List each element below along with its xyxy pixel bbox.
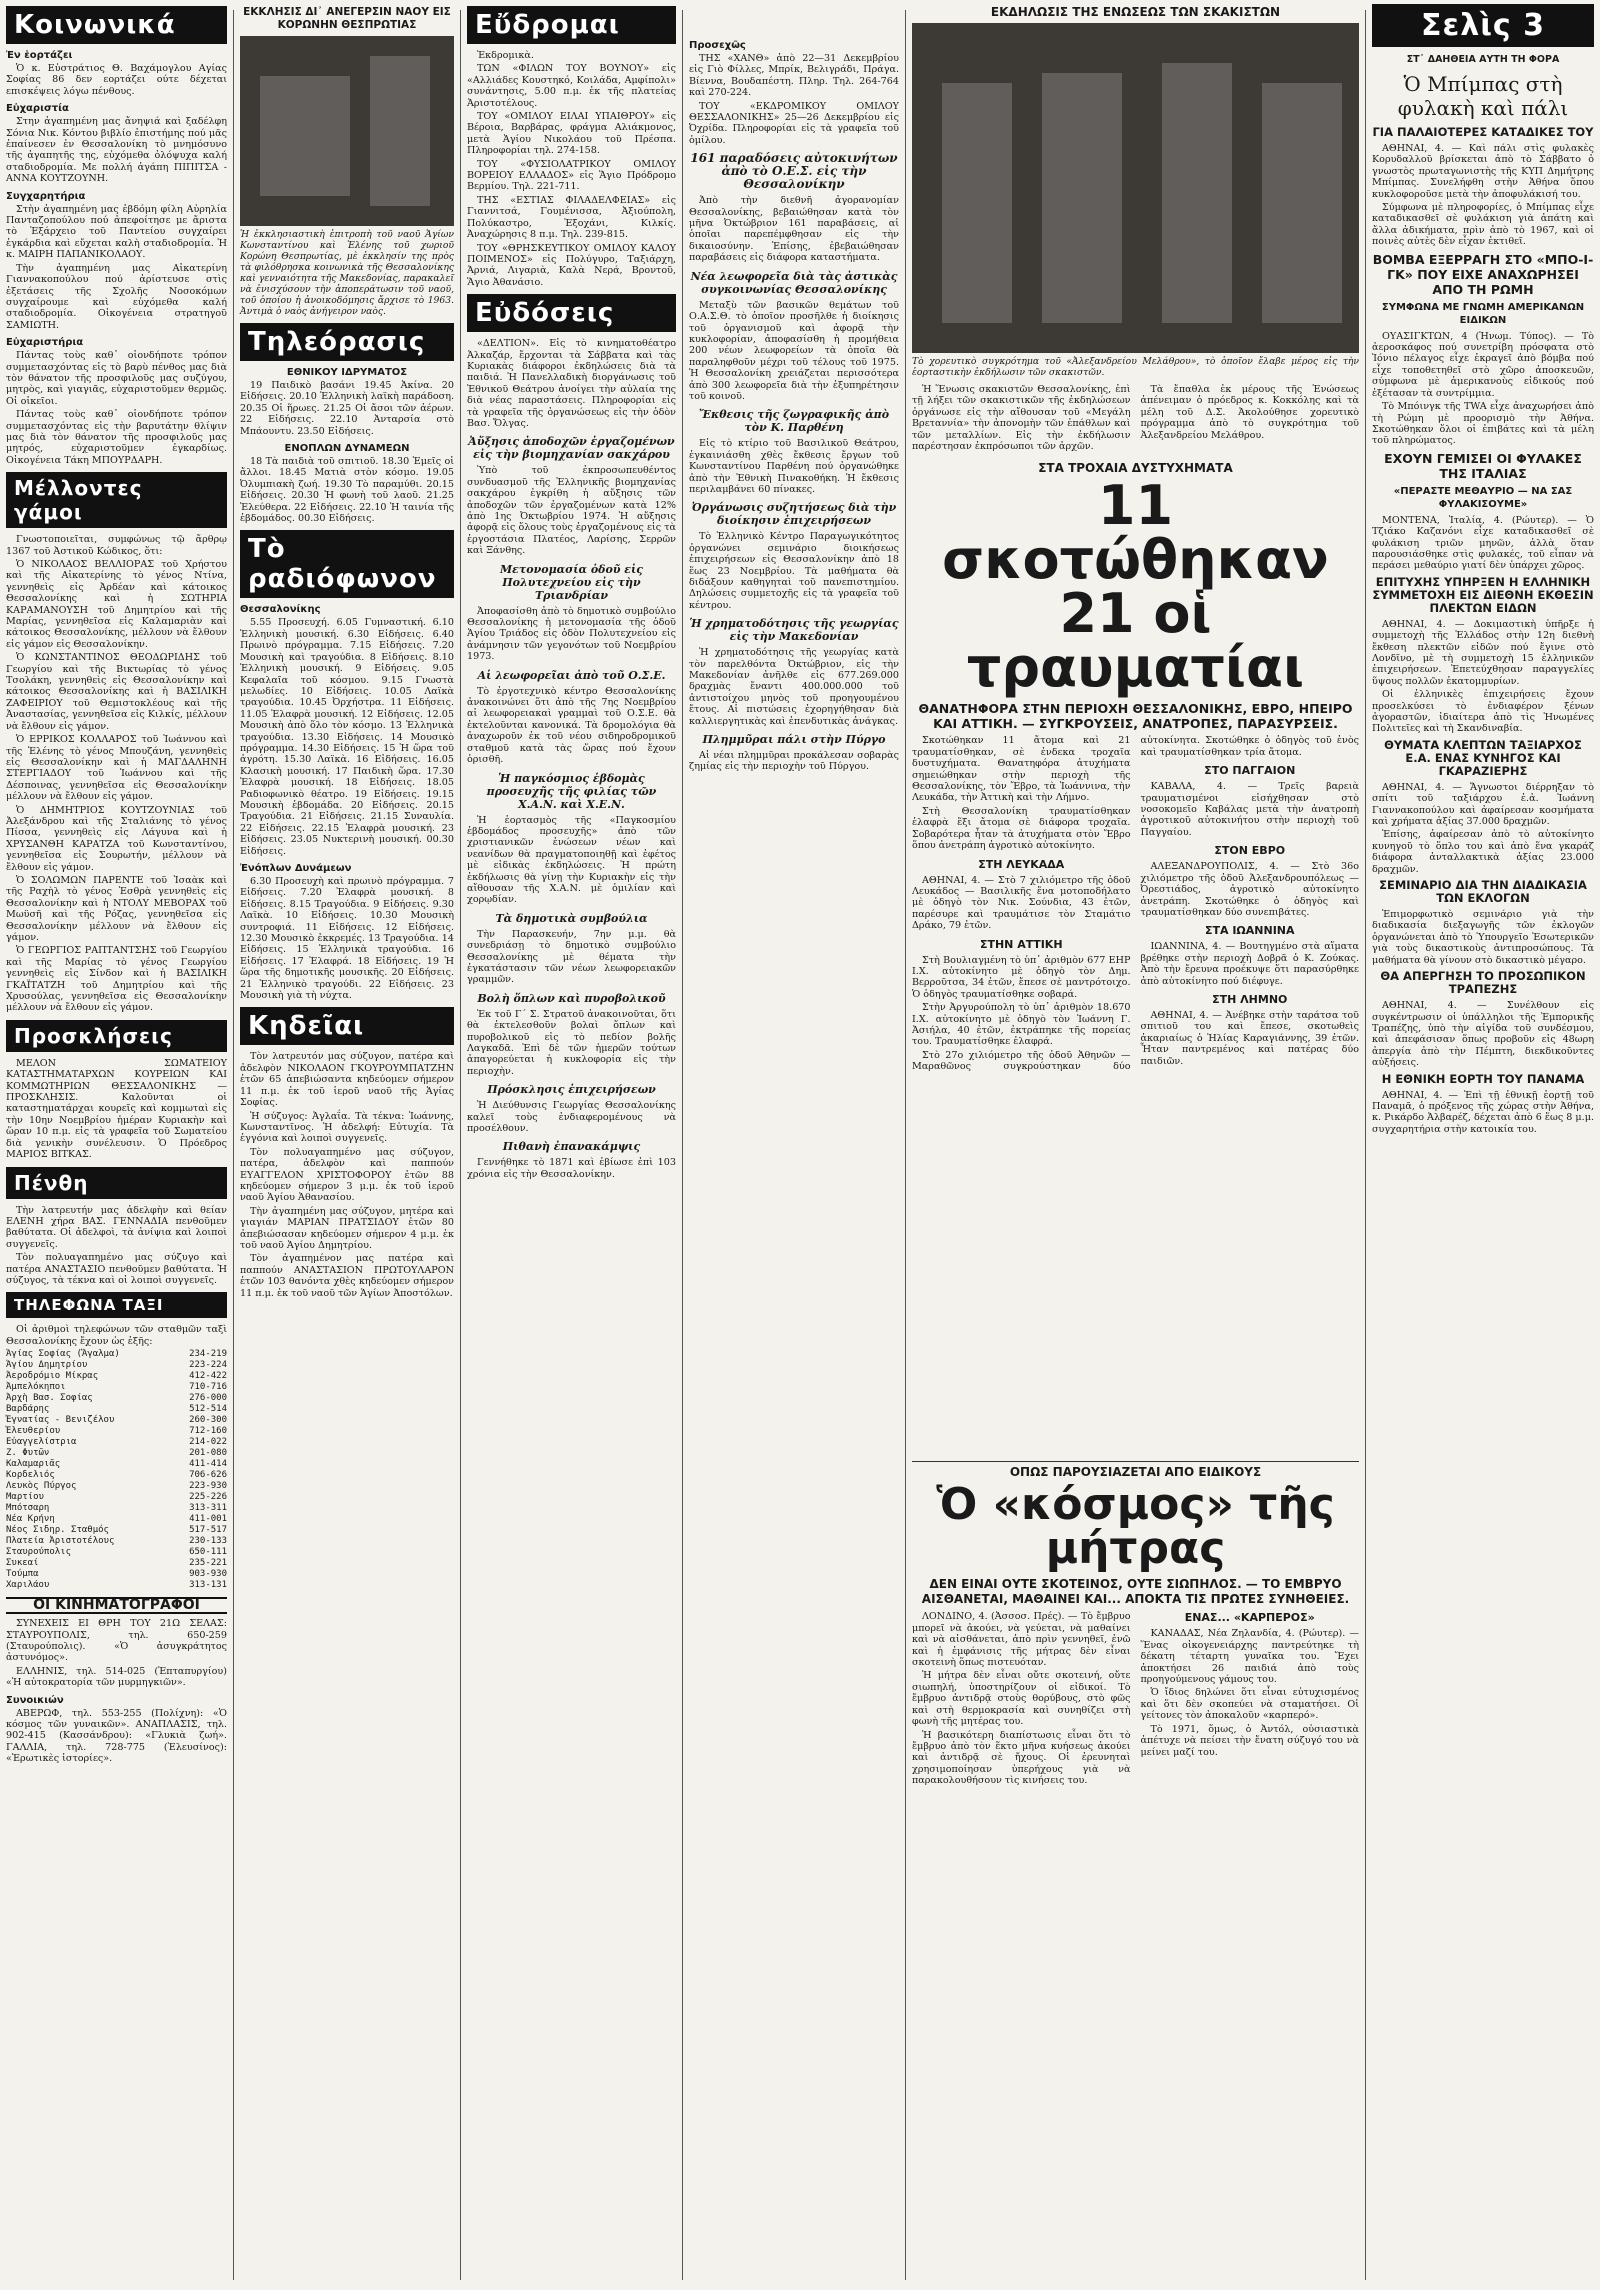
article-text: ΑΘΗΝΑΙ, 4. — Καὶ πάλι στὶς φυλακὲς Κορυδαλλοῦ βρίσκεται ἀπὸ τὸ Σάββατο ὁ γνωστὸς πρωταγωνιστὴς τῆς ΚΥΠ Δημήτρης Μπίμπας. Συνελήφθη στὴν Ἀθήνα ὅπου κυκλοφοροῦσε μετὰ τὴν ἀποφυλάκισή του.	[1372, 143, 1594, 200]
chess-event-title: ΕΚΔΗΛΩΣΙΣ ΤΗΣ ΕΝΩΣΕΩΣ ΤΩΝ ΣΚΑΚΙΣΤΩΝ	[990, 5, 1281, 19]
thanks-text: Στην ἀγαπημένη μας ἄνηψιά καὶ ξαδέλφη Σόνια Νικ. Κόντου βιβλίο ἐπιστήμης πού μᾶς ἐπαίνεσεν ἐν Θεσσαλονίκη τὸ μνημόσυνο τῆς ἀγαπητῆς της, εὐχόμεθα ὁλόψυχα καλή σταδιοδρομία. Με πολλή ἀγάπη ΠΙΠΙΤΣΑ - ΑΝΝΑ ΚΟΥΤΖΟΥΝΗ.	[6, 116, 227, 185]
weddings-intro: Γνωστοποιεῖται, συμφώνως τῷ ἄρθρῳ 1367 τοῦ Ἀστικοῦ Κώδικος, ὅτι:	[6, 534, 227, 557]
taxi-station: Ἁγίου Δημητρίου	[6, 1360, 88, 1371]
cinema-text: ΑΒΕΡΩΦ, τηλ. 553-255 (Πολίχνη): «Ὁ κόσμος τῶν γυναικῶν». ΑΝΑΠΛΑΣΙΣ, τηλ. 902-415 (Κασσάνδρου): «Γλυκιὰ ζωή». ΓΑΛΛΙΑ, τηλ. 728-775 (Ἐλευσίνος): «Ἐρωτικὲς ἱστορίες».	[6, 1707, 227, 1765]
taxi-row	[6, 1536, 227, 1547]
article-headline: Ἔκθεσις τῆς ζωγραφικῆς ἀπὸ τὸν Κ. Παρθένη	[698, 408, 890, 435]
radio-header: Τὸ ραδιόφωνον	[240, 530, 454, 598]
article-headline: Ἡ χρηματοδότησις τῆς γεωργίας εἰς τὴν Μακεδονίαν	[689, 617, 899, 644]
article-text: Τὸ Μπόινγκ τῆς ΤWA εἶχε ἀναχωρήσει ἀπὸ τὴ Ρώμη μὲ προορισμὸ τὴν Ἀθήνα. Σκοτώθηκαν ὅλοι οἱ ἐπιβάτες καὶ τὰ μέλη τοῦ πληρώματος.	[1372, 401, 1594, 447]
bomb-deck: ΣΥΜΦΩΝΑ ΜΕ ΓΝΩΜΗ ΑΜΕΡΙΚΑΝΩΝ ΕΙΔΙΚΩΝ	[1381, 301, 1585, 326]
column-social	[0, 0, 233, 2290]
subheading: ΣΤΗ ΛΗΜΝΟ	[1212, 992, 1288, 1006]
excursions-text: ΤΟΥ «ΘΡΗΣΚΕΥΤΙΚΟΥ ΟΜΙΛΟΥ ΚΑΛΟΥ ΠΟΙΜΕΝΟΣ» εἰς Πολύγυρο, Ταξιάρχη, Ἀρνιά, Λιγαριὰ, Καλὰ Νερά, Βροντοῦ, Ἅγιο Ἀθανάσιο.	[467, 242, 676, 288]
article-headline: Πιθανὴ ἐπανακάμψις	[502, 1140, 641, 1154]
cinema-neighborhood-heading: Συνοικιών	[6, 1694, 64, 1706]
events-header: Εὐδόσεις	[467, 294, 676, 332]
knitwear-headline: ΕΠΙΤΥΧΗΣ ΥΠΗΡΞΕΝ Η ΕΛΛΗΝΙΚΗ ΣΥΜΜΕΤΟΧΗ ΕΙΣ ΔΙΕΘΝΗ ΕΚΘΕΣΙΝ ΠΛΕΚΤΩΝ ΕΙΔΩΝ	[1372, 574, 1594, 615]
church-appeal-title: ΕΚΚΛΗΣΙΣ ΔΙ᾽ ΑΝΕΓΕΡΣΙΝ ΝΑΟΥ ΕΙΣ ΚΟΡΩΝΗΝ ΘΕΣΠΡΩΤΙΑΣ	[243, 6, 451, 31]
taxi-station: Λευκὸς Πύργος	[6, 1481, 77, 1492]
wedding-notice: Ὁ ΓΕΩΡΓΙΟΣ ΡΑΠΤΑΝΤΣΗΣ τοῦ Γεωργίου καὶ τῆς Μαρίας τὸ γένος Γεωργίου γεννηθεὶς εἰς Σίνδον καὶ ἡ ΒΑΣΙΛΙΚΗ ΓΚΑΪΤΑΤΖΗ τοῦ Δημητρίου καὶ τῆς Χρυσούλας, γεννηθεῖσα εἰς Θεσσαλονίκην μέλλουν νὰ ἔλθουν εἰς γάμον.	[6, 945, 227, 1014]
taxi-number: 512-514	[189, 1404, 227, 1415]
taxi-station: Ἁγίας Σοφίας (Ἄγαλμα)	[6, 1349, 120, 1360]
article-text: Ἡ μήτρα δὲν εἶναι οὔτε σκοτεινή, οὔτε σιωπηλή, ὑποστηρίζουν οἱ εἰδικοί. Τὸ ἔμβρυο ἀντιδρᾷ στοὺς θορύβους, στὸ φῶς καὶ στὴ θερμοκρασία καὶ συνηθίζει στὴ φωνὴ τῆς μητέρας του.	[912, 1670, 1131, 1728]
wedding-notice: Ὁ ΝΙΚΟΛΑΟΣ ΒΕΛΛΙΟΡΑΣ τοῦ Χρήστου καὶ τῆς Αἰκατερίνης τὸ γένος Ντίνα, γεννηθεὶς εἰς Ἀρδέαν καὶ κάτοικος Θεσσαλονίκης καὶ ἡ ΣΩΤΗΡΙΑ ΚΑΡΑΜΑΝΟΥΣΗ τοῦ Δημητρίου καὶ τῆς Μαρίας, γεννηθεῖσα εἰς Καλαμαριὰν καὶ κάτοικος Θεσσαλονίκης, μέλλουν νὰ ἔλθουν εἰς γάμον εἰς Θεσσαλονίκην.	[6, 559, 227, 650]
subheading: ΣΤΟ ΠΑΓΓΑΙΟΝ	[1204, 764, 1296, 778]
taxi-station: Νέα Κρήνη	[6, 1514, 55, 1525]
article-text: Οἱ ἑλληνικὲς ἐπιχειρήσεις ἔχουν προσελκύσει τὸ ἐνδιαφέρον ξένων ἀγοραστῶν, ἰδιαίτερα ἀπὸ τὶς Ἡνωμένες Πολιτεῖες καὶ τὴ Σκανδιναβία.	[1372, 689, 1594, 735]
taxi-intro: Οἱ ἀριθμοὶ τηλεφώνων τῶν σταθμῶν ταξὶ Θεσσαλονίκης ἔχουν ὡς ἑξῆς:	[6, 1324, 227, 1347]
dance-troupe-caption: Τὸ χορευτικὸ συγκρότημα τοῦ «Ἀλεξανδρείου Μελάθρου», τὸ ὁποῖον ἔλαβε μέρος εἰς τὴν ἑορταστικὴν ἐκδήλωσιν τῶν σκακιστῶν.	[912, 356, 1359, 378]
taxi-row	[6, 1448, 227, 1459]
article-headline: Ἀὔξησις ἀποδοχῶν ἐργαζομένων εἰς τὴν βιομηχανίαν σακχάρου	[468, 435, 675, 462]
taxi-station: Καλαμαριᾶς	[6, 1459, 61, 1470]
chess-article	[912, 384, 1359, 452]
taxi-station: Μαρτίου	[6, 1492, 44, 1503]
taxi-row	[6, 1525, 227, 1536]
article-text: Τὸ ἐργοτεχνικὸ κέντρο Θεσσαλονίκης ἀνακοινώνει ὅτι ἀπὸ τῆς 7ης Νοεμβρίου αἱ λεωφορειακαὶ γραμμαὶ τοῦ Ο.Σ.Ε. θὰ ἐκτελοῦνται κανονικά. Τὰ δρομολόγια θὰ ἀναχωροῦν ἐκ τοῦ νέου σιδηροδρομικοῦ σταθμοῦ κατὰ τὰς ὥρας πού ἔχουν ὁρισθῆ.	[467, 685, 676, 766]
taxi-number: 650-111	[189, 1547, 227, 1558]
article-text: Στὸ 27ο χιλιόμετρο τῆς ὁδοῦ Ἀθηνῶν — Μαραθῶνος συγκρούστηκαν δύο αὐτοκίνητα. Σκοτώθηκε ὁ ὁδηγὸς τοῦ ἑνὸς καὶ τραυματίσθηκαν τρία ἄτομα.	[912, 735, 1359, 1073]
column-city-news	[683, 0, 905, 2290]
article-text: Τὸ 1971, ὅμως, ὁ Ἀντόλ, οὐσιαστικὰ ἀπέτυχε νὰ πείσει τὴν ἔνατη σύζυγό του νὰ μείνει μαζί του.	[1140, 1723, 1359, 1758]
taxi-row	[6, 1481, 227, 1492]
article-headline: Βολὴ ὅπλων καὶ πυροβολικοῦ	[477, 991, 666, 1005]
taxi-number: 706-626	[189, 1470, 227, 1481]
invitations-header: Προσκλήσεις	[6, 1020, 227, 1052]
article-headline: Τὰ δημοτικὰ συμβούλια	[495, 911, 648, 925]
upcoming-text: ΤΗΣ «ΧΑΝΘ» ἀπὸ 22—31 Δεκεμβρίου εἰς Γιὸ Φίλλες, Μπρίκ, Βελιγράδι, Πράγα. Βίεννα, Βουδαπέστη. Πληρ. Τηλ. 264-764 καὶ 270-224.	[689, 53, 899, 99]
taxi-number: 712-160	[189, 1426, 227, 1437]
article-text: Στὴ Θεσσαλονίκη τραυματίσθηκαν ἐλαφρὰ ἕξι ἄτομα σὲ διάφορα τροχαῖα. Σοβαρότερα ἦταν τὰ ἀτυχήματα στὸν Ἔβρο ὅπου ἀνετράπη ἀγροτικὸ αὐτοκίνητο.	[912, 805, 1131, 852]
womb-deck: ΔΕΝ ΕΙΝΑΙ ΟΥΤΕ ΣΚΟΤΕΙΝΟΣ, ΟΥΤΕ ΣΙΩΠΗΛΟΣ. — ΤΟ ΕΜΒΡΥΟ ΑΙΣΘΑΝΕΤΑΙ, ΜΑΘΑΙΝΕΙ ΚΑΙ... ΑΠΟΚΤΑ ΤΙΣ ΠΡΩΤΕΣ ΣΥΝΗΘΕΙΕΣ.	[921, 1577, 1350, 1607]
taxi-station: Εὐαγγελίστρια	[6, 1437, 77, 1448]
excursions-header: Εὔδρομαι	[467, 6, 676, 44]
tv-schedule-2: 18 Τὰ παιδιὰ τοῦ σπιτιοῦ. 18.30 Ἐμεῖς οἱ ἄλλοι. 18.45 Ματιὰ στὸν κόσμο. 19.05 Ὀλυμπιακὴ ζωή. 19.30 Τὸ παραμύθι. 20.15 Εἰδήσεις. 20.30 Ἡ φωνὴ τοῦ λαοῦ. 21.25 Ἐλεύθερα. 22 Εἰδήσεις. 22.10 Ἡ ταινία τῆς ἑβδομάδος. 00.30 Εἰδήσεις.	[240, 456, 454, 525]
subheading: ΣΤΗΝ ΑΤΤΙΚΗ	[979, 937, 1063, 951]
funeral-notice: Τὸν πολυαγαπημένο μας σύζυγον, πατέρα, ἀδελφὸν καὶ παππούν ΕΥΑΓΓΕΛΟΝ ΧΡΙΣΤΟΦΟΡΟΥ ἐτῶν 88 κηδεύομεν σήμερον 3 μ.μ. ἐκ τοῦ ἱεροῦ ναοῦ Ἁγίου Ἀθανασίου.	[240, 1146, 454, 1204]
article-headline: Ὀργάνωσις συζητήσεως διὰ τὴν διοίκησιν ἐπιχειρήσεων	[691, 501, 897, 528]
taxi-number: 235-221	[189, 1558, 227, 1569]
article-text: Μεταξὺ τῶν βασικῶν θεμάτων τοῦ Ο.Α.Σ.Θ. τὸ ὁποῖον προσῆλθε ἡ διοίκησις τοῦ ὀργανισμοῦ καὶ ἀφορᾷ τὴν κυκλοφορίαν, ἀποφασίσθη ἡ προμήθεια 200 νέων λεωφορείων τὰ ὁποῖα θὰ παραληφθοῦν μέχρι τοῦ τέλους τοῦ 1975. Ἡ Θεσσαλονίκη χρειάζεται περισσότερα ἀπὸ 300 λεωφορεῖα διὰ τὴν ἐξυπηρέτησιν τοῦ κοινοῦ.	[689, 299, 899, 402]
funeral-notice: Τὴν ἀγαπημένη μας σύζυγον, μητέρα καὶ γιαγιάν ΜΑΡΙΑΝ ΠΡΑΤΣΙΔΟΥ ἐτῶν 80 ἀπεβιώσασαν κηδεύομεν σήμερον 4 μ.μ. ἐκ τοῦ ναοῦ Ἁγίου Δημητρίου.	[240, 1205, 454, 1251]
article-headline: 161 παραδόσεις αὐτοκινήτων ἀπὸ τὸ Ο.Ε.Σ. εἰς τὴν Θεσσαλονίκην	[690, 151, 898, 192]
thanks2-heading: Εὐχαριστήρια	[6, 337, 84, 349]
womb-headline: Ὁ «κόσμος» τῆς μήτρας	[936, 1479, 1335, 1575]
thanks2-text: Πάντας τοὺς καθ᾽ οἱονδήποτε τρόπον συμμετασχόντας εἰς τὸ βαρὺ πένθος μας διὰ τὸν θάνατον τῆς προσφιλοῦς μας συζύγου, μητρὸς, καὶ γιαγιᾶς, εὐχαριστοῦμεν θερμῶς. Οἱ οἰκεῖοι.	[6, 350, 227, 407]
taxi-number: 411-001	[189, 1514, 227, 1525]
funeral-notice: Ἡ σύζυγος: Ἀγλαΐα. Τὰ τέκνα: Ἰωάννης, Κωνσταντῖνος. Ἡ ἀδελφή: Εὐτυχία. Τὰ ἐγγόνια καὶ λοιποὶ συγγενεῖς.	[240, 1110, 454, 1145]
womb-article	[912, 1611, 1359, 1786]
congrats-heading: Συγχαρητήρια	[6, 190, 86, 202]
article-text: ΑΘΗΝΑΙ, 4. — Ἄγνωστοι διέρρηξαν τὸ σπίτι τοῦ ταξιάρχου ἐ.ἀ. Ἰωάννη Γιαννακοπούλου καὶ ἀφαίρεσαν κοσμήματα καὶ χρήματα ἀξίας 37.000 δραχμῶν.	[1372, 781, 1594, 828]
taxi-number: 214-022	[189, 1437, 227, 1448]
nameday-heading: Ἐν ἑορτάζει	[6, 50, 73, 61]
taxi-station: Κορδελιός	[6, 1470, 55, 1481]
funerals-header: Κηδεῖαι	[240, 1007, 454, 1045]
article-text: ΑΘΗΝΑΙ, 4. — Συνέλθουν εἰς συγκέντρωσιν οἱ ὑπάλληλοι τῆς Ἐμπορικῆς Τραπέζης, ὑπὸ τὴν αἰγίδα τοῦ συνδέσμου, καὶ ἀπεφάσισαν ὅπως προβοῦν εἰς 48ωρη ἀπεργία ἀπὸ τὴν Πέμπτη, διεκδικοῦντες αὐξήσεις.	[1372, 1000, 1594, 1069]
cinema-text: ΕΛΛΗΝΙΣ, τηλ. 514-025 (Ἐπταπυργίου) «Ἡ αὐτοκρατορία τῶν μυρμηγκιῶν».	[6, 1665, 227, 1689]
taxi-number: 412-422	[189, 1371, 227, 1382]
taxi-number: 313-311	[189, 1503, 227, 1514]
article-text: Ἀποφασίσθη ἀπὸ τὸ δημοτικὸ συμβούλιο Θεσσαλονίκης ἡ μετονομασία τῆς ὁδοῦ Ἁγίου Τριάδος εἰς ὁδὸν Πολυτεχνείου εἰς ἀνάμνησιν τῶν γεγονότων τοῦ Νοεμβρίου 1973.	[467, 605, 676, 663]
upcoming-heading: Προσεχῶς	[689, 40, 746, 51]
taxi-row	[6, 1404, 227, 1415]
invitation-text: ΜΕΛΟΝ ΣΩΜΑΤΕΙΟΥ ΚΑΤΑΣΤΗΜΑΤΑΡΧΩΝ ΚΟΥΡΕΙΩΝ ΚΑΙ ΚΟΜΜΩΤΗΡΙΩΝ ΘΕΣΣΑΛΟΝΙΚΗΣ — ΠΡΟΣΚΛΗΣΙΣ. Καλοῦνται οἱ καταστηματάρχαι κουρεῖς καὶ κομμωταὶ εἰς τὴν 10ην Νοεμβρίου ἡμέραν Κυριακὴν καὶ ὥραν 10 π.μ. εἰς τὰ γραφεῖα τοῦ Σωματείου διὰ γενικὴν συνέλευσιν. Ὁ Πρόεδρος ΜΑΡΙΟΣ ΒΙΤΚΑΣ.	[6, 1057, 227, 1161]
strike-headline: ΘΑ ΑΠΕΡΓΗΣΗ ΤΟ ΠΡΟΣΩΠΙΚΟΝ ΤΡΑΠΕΖΗΣ	[1380, 969, 1586, 997]
radio-schedule-2: 6.30 Προσευχὴ καὶ πρωινὸ πρόγραμμα. 7 Εἰδήσεις. 7.20 Ἐλαφρὰ μουσική. 8 Εἰδήσεις. 8.15 Τραγούδια. 9 Εἰδήσεις. 9.30 Λαϊκὰ. 10 Εἰδήσεις. 10.30 Μουσικὴ συντροφιά. 11 Εἰδήσεις. 12 Εἰδήσεις. 12.30 Μουσικὸ ἐκκρεμές. 13 Τραγούδια. 14 Εἰδήσεις. 15 Ἑλληνικὰ τραγούδια. 16 Εἰδήσεις. 17 Ἐλαφρά. 18 Εἰδήσεις. 19 Ἡ ὥρα τῆς δημοτικῆς μουσικῆς. 20 Εἰδήσεις. 21 Ἑλληνικὸ τραγούδι. 22 Εἰδήσεις. 23 Μουσικὴ γιὰ τὴ νύχτα.	[240, 876, 454, 1002]
congrats-text: Στὴν ἀγαπημένη μας ἐβδόμη φίλη Αὐρηλία Πανταζοπούλου πού ἀπεφοίτησε με ἄριστα τὸ Ἐξάρχειο τοῦ Παντείου συγχαίρει ἐγκάρδια καὶ εὔχεται καλὴ σταδιοδρομία. Ἡ κ. ΜΑΙΡΗ ΠΑΠΑΝΙΚΟΛΑΟΥ.	[6, 203, 227, 261]
taxi-station: Ζ. Φυτῶν	[6, 1448, 50, 1459]
cinema-header: ΟΙ ΚΙΝΗΜΑΤΟΓΡΑΦΟΙ	[6, 1597, 227, 1614]
nameday-text: Ὁ κ. Εὐστράτιος Θ. Βαχάμογλου Αγίας Σοφίας 86 δεν εορτάζει ούτε δέχεται επισκέψεις λόγω πένθους.	[6, 63, 227, 97]
article-text: ΑΘΗΝΑΙ, 4. — Ἀνέβηκε στὴν ταράτσα τοῦ σπιτιοῦ του καὶ ἔπεσε, σκοτωθεὶς ἀκαριαίως ὁ Ἠλίας Καραγιάννης, 39 ἐτῶν. Ἦταν παντρεμένος καὶ πατέρας δύο παιδιῶν.	[1140, 1009, 1359, 1067]
article-headline: Αἱ λεωφορεῖαι ἀπὸ τοῦ Ο.Σ.Ε.	[477, 668, 666, 682]
seminar-headline: ΣΕΜΙΝΑΡΙΟ ΔΙΑ ΤΗΝ ΔΙΑΔΙΚΑΣΙΑ ΤΩΝ ΕΚΛΟΓΩΝ	[1379, 878, 1587, 906]
article-text: ΑΘΗΝΑΙ, 4. — Δοκιμαστικὴ ὑπῆρξε ἡ συμμετοχὴ τῆς Ἑλλάδος στὴν 12η διεθνὴ ἔκθεση πλεκτῶν εἰδῶν πού ἔγινε στὸ Λονδῖνο, μὲ τὴ συμμετοχὴ 15 ἑλληνικῶν ἐπιχειρήσεων. Ἐπετεύχθησαν παραγγελίες ὕψους πολλῶν ἑκατομμυρίων.	[1372, 618, 1594, 687]
taxi-station: Πλατεία Ἀριστοτέλους	[6, 1536, 115, 1547]
taxi-row	[6, 1459, 227, 1470]
wedding-notice: Ὁ ΕΡΡΙΚΟΣ ΚΟΛΛΑΡΟΣ τοῦ Ἰωάννου καὶ τῆς Ἑλένης τὸ γένος Μπουζάνη, γεννηθεὶς εἰς Θεσσαλονίκην καὶ ἡ ΜΑΓΔΑΛΗΝΗ ΣΤΕΡΓΙΑΔΟΥ τοῦ Ἰωάννου καὶ τῆς Δέσποινας, γεννηθεῖσα εἰς Θεσσαλονίκην μέλλουν νὰ ἔλθουν εἰς γάμον.	[6, 734, 227, 803]
article-text: ΙΩΑΝΝΙΝΑ, 4. — Βουτηγμένο στὰ αἵματα βρέθηκε στὴν περιοχὴ Δοβρᾶ ὁ Κ. Ζούκας. Ἀπὸ τὴν ἔρευνα προέκυψε ὅτι παρασύρθηκε ἀπὸ αὐτοκίνητο πού διέφυγε.	[1140, 941, 1359, 987]
taxi-number: 230-133	[189, 1536, 227, 1547]
taxi-station: Χαριλάου	[6, 1580, 50, 1591]
taxi-station: Ἀρχὴ Βασ. Σοφίας	[6, 1393, 93, 1404]
taxi-number: 411-414	[189, 1459, 227, 1470]
tv-channel-2: ΕΝΟΠΛΩΝ ΔΥΝΑΜΕΩΝ	[284, 443, 410, 455]
article-headline: Ἡ παγκόσμιος ἑβδομὰς προσευχῆς τῆς φιλίας τῶν Χ.Α.Ν. καὶ Χ.Ε.Ν.	[486, 771, 657, 811]
article-text: ΑΘΗΝΑΙ, 4. — Ἐπὶ τῇ ἐθνικῇ ἑορτῇ τοῦ Παναμᾶ, ὁ πρόξενος τῆς χώρας στὴν Ἀθήνα, κ. Ρικάρδο Ἀλβαρέζ, δέχεται ἀπὸ 6 ἕως 8 μ.μ. συγχαρητήρια στὴν κατοικία του.	[1372, 1089, 1594, 1135]
taxi-header: ΤΗΛΕΦΩΝΑ ΤΑΞΙ	[6, 1292, 227, 1318]
article-text: Ἡ χρηματοδότησις τῆς γεωργίας κατὰ τὸν παρελθόντα Ὀκτώβριον, εἰς τὴν Μακεδονίαν ἀνῆλθε εἰς 677.269.000 δραχμὰς ἔναντι 400.000.000 τοῦ ἀντιστοίχου μηνὸς τοῦ προηγουμένου ἔτους. Αἱ πιστώσεις ἐχορηγήθησαν διὰ καλλιεργητικὰς καὶ ἐπενδυτικὰς ἀνάγκας.	[689, 647, 899, 727]
taxi-station: Ἀμπελόκηποι	[6, 1382, 66, 1393]
taxi-row	[6, 1382, 227, 1393]
article-text: Ἐπιμορφωτικὸ σεμινάριο γιὰ τὴν διαδικασία διεξαγωγῆς τῶν ἐκλογῶν ὀργανώνεται ἀπὸ τὸ Ὑπουργεῖο Ἐσωτερικῶν γιὰ τοὺς δικαστικοὺς ἀντιπροσώπους. Τὰ μαθήματα θὰ γίνουν στὸ δικαστικὸ μέγαρο.	[1372, 909, 1594, 966]
cinema-text: ΣΥΝΕΧΕΙΣ ΕΙ ΘΡΗ ΤΟΥ 21Ω ΣΕΛΑΣ: ΣΤΑΥΡΟΥΠΟΛΙΣ, τηλ. 650-259 (Σταυρούπολις). «Ὁ ἀσυγκράτητος ἀστυνόμος».	[6, 1618, 227, 1664]
taxi-row	[6, 1492, 227, 1503]
taxi-row	[6, 1349, 227, 1360]
mourning-header: Πένθη	[6, 1167, 227, 1199]
upcoming-text: ΤΟΥ «ΕΚΔΡΟΜΙΚΟΥ ΟΜΙΛΟΥ ΘΕΣΣΑΛΟΝΙΚΗΣ» 25—26 Δεκεμβρίου εἰς Ὀχρίδα. Πληροφορίαι εἰς τὰ γραφεῖα τοῦ ὁμίλου.	[689, 100, 899, 146]
taxi-station: Τούμπα	[6, 1569, 39, 1580]
weddings-header: Μέλλοντες γάμοι	[6, 472, 227, 528]
taxi-station: Ἐγνατίας - Βενιζέλου	[6, 1415, 115, 1426]
taxi-station: Μπότσαρη	[6, 1503, 50, 1514]
accidents-kicker: ΣΤΑ ΤΡΟΧΑΙΑ ΔΥΣΤΥΧΗΜΑΤΑ	[1038, 461, 1233, 476]
accidents-headline-1: 11 σκοτώθηκαν	[942, 474, 1329, 592]
prisons-headline: ΕΧΟΥΝ ΓΕΜΙΣΕΙ ΟΙ ΦΥΛΑΚΕΣ ΤΗΣ ΙΤΑΛΙΑΣ	[1384, 450, 1582, 481]
radio-schedule-1: 5.55 Προσευχή. 6.05 Γυμναστική. 6.10 Ἑλληνικὴ μουσική. 6.30 Εἰδήσεις. 6.40 Πρωινὸ πρόγραμμα. 7.15 Εἰδήσεις. 7.20 Μουσικὴ καὶ τραγούδια. 8 Εἰδήσεις. 8.10 Ἑλληνικὴ μουσική. 9 Εἰδήσεις. 9.05 Κεφαλαῖα τοῦ κόσμου. 9.15 Γνωστὰ μελωδίες. 10 Εἰδήσεις. 10.05 Λαϊκὰ τραγούδια. 10.45 Ὀρχήστρα. 11 Εἰδήσεις. 11.05 Ἐλαφρὰ μουσική. 12 Εἰδήσεις. 12.05 Μουσικὴ ἀπὸ ὅλο τὸν κόσμο. 13 Ἑλληνικὰ τραγούδια. 13.30 Εἰδήσεις. 14 Μουσικὸ πρόγραμμα. 14.30 Εἰδήσεις. 15 Ἡ ὥρα τοῦ ἀγρότη. 15.30 Λαϊκὰ. 16 Εἰδήσεις. 16.05 Κλασικὴ μουσική. 17 Παιδικὴ ὥρα. 17.30 Ἐλαφρὰ μουσική. 18 Εἰδήσεις. 18.05 Ραδιοφωνικὸ θέατρο. 19 Εἰδήσεις. 19.15 Μουσικὴ ἑβδομάδα. 20 Εἰδήσεις. 20.15 Τραγούδια. 21 Εἰδήσεις. 21.15 Συναυλία. 22 Εἰδήσεις. 22.15 Ἐλαφρὰ μουσική. 23 Εἰδήσεις. 23.05 Νυκτερινὴ μουσική. 00.30 Εἰδήσεις.	[240, 617, 454, 857]
article-text: Σύμφωνα μὲ πληροφορίες, ὁ Μπίμπας εἶχε καταδικασθεῖ σὲ φυλάκιση γιὰ ἀπάτη καὶ ἄλλα ἀδικήματα, πρὶν ἀπὸ τὸ 1967, καὶ οἱ ποινὲς αὐτὲς δὲν εἶχαν ἐκτιθεῖ.	[1372, 202, 1594, 248]
mourning-text: Τὴν λατρευτήν μας ἀδελφὴν καὶ θείαν ΕΛΕΝΗ χήρα ΒΑΣ. ΓΕΝΝΑΔΙΑ πενθοῦμεν βαθύτατα. Οἱ ἀδελφοὶ, τὰ ἀνίψια καὶ λοιποὶ συγγενεῖς.	[6, 1204, 227, 1250]
article-text: ΑΘΗΝΑΙ, 4. — Στὸ 7 χιλιόμετρο τῆς ὁδοῦ Λευκάδος — Βασιλικῆς ἕνα μοτοποδήλατο μὲ ὁδηγὸ τὸν Νικ. Σούνδια, 43 ἐτῶν, παρέσυρε καὶ τραυμάτισε τὸν Σταμάτιο Δράκο, 79 ἐτῶν.	[912, 874, 1131, 932]
column-center	[906, 0, 1365, 2290]
article-text: ΜΟΝΤΕΝΑ, Ἰταλία, 4. (Ρώυτερ). — Ὁ Τζιάκο Καζανόνι εἶχε καταδικασθεῖ σὲ φυλάκιση τριῶν μηνῶν, ἀλλὰ ὅταν παρουσιάσθηκε στὶς φυλακές, τοῦ εἶπαν νὰ περάσει μεθαύριο γιατί δὲν ὑπάρχει χῶρος.	[1372, 514, 1594, 572]
column-world-news	[1366, 0, 1600, 2290]
article-text: Ἐπίσης, ἀφαίρεσαν ἀπὸ τὸ αὐτοκίνητο κυνηγοῦ τὸ ὅπλο του καὶ ἀπὸ ἕνα γκαράζ διάφορα ἀνταλλακτικὰ ἀξίας 23.000 δραχμῶν.	[1372, 829, 1594, 875]
funeral-notice: Τὸν λατρευτόν μας σύζυγον, πατέρα καὶ ἀδελφὸν ΝΙΚΟΛΑΟΝ ΓΚΟΥΡΟΥΜΠΑΤΖΗΝ ἐτῶν 65 ἀπεβιώσαντα κηδεύομεν σήμερον 11 π.μ. ἐκ τοῦ ἱεροῦ ναοῦ τῆς Ἁγίας Σοφίας.	[240, 1051, 454, 1109]
taxi-row	[6, 1437, 227, 1448]
tv-channel-1: ΕΘΝΙΚΟΥ ΙΔΡΥΜΑΤΟΣ	[286, 367, 408, 378]
article-text: Στὴν Ἀργυρούπολη τὸ ὑπ᾽ ἀριθμὸν 18.670 Ι.Χ. αὐτοκίνητο μὲ ὁδηγὸ τὸν Ἰωάννη Γ. Ἀσιήλα, 40 ἐτῶν, ἐκτράπηκε τῆς πορείας του. Τραυματίσθηκε ἐλαφρά.	[912, 1002, 1131, 1048]
accidents-deck: ΘΑΝΑΤΗΦΟΡΑ ΣΤΗΝ ΠΕΡΙΟΧΗ ΘΕΣΣΑΛΟΝΙΚΗΣ, ΕΒΡΟ, ΗΠΕΙΡΟ ΚΑΙ ΑΤΤΙΚΗ. — ΣΥΓΚΡΟΥΣΕΙΣ, ΑΝΑΤΡΟΠΕΣ, ΠΑΡΑΣΥΡΣΕΙΣ.	[918, 701, 1353, 732]
article-headline: Πλημμῦραι πάλι στὴν Πύργο	[702, 733, 886, 747]
article-text: ΛΟΝΔΙΝΟ, 4. (Ἀσσοσ. Πρές). — Τὸ ἔμβρυο μπορεῖ νὰ ἀκούει, νὰ γεύεται, νὰ μαθαίνει καὶ νὰ αἰσθάνεται, ἀπὸ πρὶν γεννηθεῖ, ἐνῶ καὶ ἡ ἐμφάνισις τῆς μήτρας δὲν εἶναι σκοτεινὴ ὅπως πιστευόταν.	[912, 1611, 1131, 1669]
taxi-row	[6, 1360, 227, 1371]
article-text: Τὰ ἔπαθλα ἐκ μέρους τῆς Ἑνώσεως ἀπένειμαν ὁ πρόεδρος κ. Κοκκόλης καὶ τὰ μέλη τοῦ Δ.Σ. Ἀκολούθησε χορευτικὸ πρόγραμμα ἀπὸ τὸ συγκρότημα τοῦ Ἀλεξανδρείου Μελάθρου.	[1140, 384, 1359, 441]
prisons-deck: «ΠΕΡΑΣΤΕ ΜΕΘΑΥΡΙΟ — ΝΑ ΣΑΣ ΦΥΛΑΚΙΣΟΥΜΕ»	[1393, 485, 1573, 510]
mourning-text: Τὸν πολυαγαπημένο μας σύζυγο καὶ πατέρα ΑΝΑΣΤΑΣΙΟ πενθοῦμεν βαθύτατα. Ἡ σύζυγος, τὰ τέκνα καὶ οἱ λοιποὶ συγγενεῖς.	[6, 1252, 227, 1286]
funeral-notice: Τὸν ἀγαπημένον μας πατέρα καὶ παππούν ΑΝΑΣΤΑΣΙΟΝ ΠΡΩΤΟΥΛΑΡΟΝ ἐτῶν 103 θανόντα χθὲς κηδεύομεν σήμερον 11 π.μ. ἐκ τοῦ ναοῦ τῶν Ἁγίων Ἀποστόλων.	[240, 1253, 454, 1299]
womb-kicker: ΟΠΩΣ ΠΑΡΟΥΣΙΑΖΕΤΑΙ ΑΠΟ ΕΙΔΙΚΟΥΣ	[912, 1461, 1359, 1479]
excursions-text: ΤΟΥ «ΟΜΙΛΟΥ ΕΙΛΑΙ ΥΠΑΙΘΡΟΥ» εἰς Βέροια, Βαρβάρας, φράγμα Αλιάκμονος, μετὰ Ἁγίου Νικολάου τοῦ Πρέσπα. Πληροφορίαι τηλ. 274-158.	[467, 111, 676, 157]
accidents-headline-2: 21 οἱ τραυματίαι	[966, 582, 1305, 700]
column-local-news	[461, 0, 682, 2290]
taxi-station: Ἀεροδρόμιο Μίκρας	[6, 1371, 99, 1382]
subheading: ΣΤΗ ΛΕΥΚΑΔΑ	[978, 857, 1065, 871]
taxi-number: 225-226	[189, 1492, 227, 1503]
bomb-headline: ΒΟΜΒΑ ΕΞΕΡΡΑΓΗ ΣΤΟ «ΜΠΟ-Ι-ΓΚ» ΠΟΥ ΕΙΧΕ ΑΝΑΧΩΡΗΣΕΙ ΑΠΟ ΤΗ ΡΩΜΗ	[1372, 251, 1594, 297]
church-photo-caption: Ἡ ἐκκλησιαστικὴ ἐπιτροπὴ τοῦ ναοῦ Ἁγίων Κωνσταντίνου καὶ Ἑλένης τοῦ χωριοῦ Κορώνη Θεσπρωτίας, μὲ ἐκκλησίν της πρὸς τὰ φιλόθρησκα κοινωνικὰ τῆς Θεσσαλονίκης καὶ γενναιότητα τῆς Μακεδονίας, παρακαλεῖ νὰ ἐνισχύσουν τὴν ἀποπεράτωσιν τοῦ ναοῦ, τοῦ ὁποίου ἡ ἀνοικοδόμησις ἄρχισε τὸ 1963. Ἀντιμὰ ὁ ναὸς ἀνήγειρον ναὸς.	[240, 229, 454, 317]
taxi-number: 517-517	[189, 1525, 227, 1536]
article-text: Ἡ Διεύθυνσις Γεωργίας Θεσσαλονίκης καλεῖ τοὺς ἐνδιαφερομένους νὰ προσέλθουν.	[467, 1100, 676, 1135]
article-text: Ὑπὸ τοῦ ἐκπροσωπευθέντος συνδυασμοῦ τῆς Ἑλληνικῆς βιομηχανίας σακχάρου ἐγκρίθη ἡ αὔξησις τῶν ἀποδοχῶν τῶν ἐργαζομένων κατὰ 12% ἀπὸ 1ης Ὀκτωβρίου 1974. Ἡ αὔξησις ἀφορᾷ εἰς ὅλους τοὺς ἐργαζομένους εἰς τὰ ἐργοστάσια Πλατέος, Λαρίσης, Σερρῶν καὶ Ξάνθης.	[467, 465, 676, 557]
article-text: Ἀπὸ τὴν διεθνῆ ἀγορανομίαν Θεσσαλονίκης, βεβαιώθησαν κατὰ τὸν μῆνα Ὀκτώβριον 161 παραβάσεις, αἱ ὁποῖαι παρεπέμφθησαν εἰς τὴν δικαιοσύνην. Ἐπίσης, ἐβεβαιώθησαν παραβάσεις εἰς διάφορα καταστήματα.	[689, 195, 899, 264]
taxi-number: 223-224	[189, 1360, 227, 1371]
taxi-row	[6, 1514, 227, 1525]
taxi-number: 903-930	[189, 1569, 227, 1580]
taxi-number: 710-716	[189, 1382, 227, 1393]
wedding-notice: Ὁ ΚΩΝΣΤΑΝΤΙΝΟΣ ΘΕΟΔΩΡΙΔΗΣ τοῦ Γεωργίου καὶ τῆς Βικτωρίας τὸ γένος Τσολάκη, γεννηθεὶς εἰς Θεσσαλονίκην καὶ κάτοικος Θεσσαλονίκης καὶ ἡ ΒΑΣΙΛΙΚΗ ΖΑΦΕΙΡΙΟΥ τοῦ Θεμιστοκλέους καὶ τῆς Ἀναστασίας, γεννηθεῖσα εἰς Κιλκίς, μέλλουν νὰ ἔλθουν εἰς γάμον.	[6, 652, 227, 732]
bimbas-deck: ΓΙΑ ΠΑΛΑΙΟΤΕΡΕΣ ΚΑΤΑΔΙΚΕΣ ΤΟΥ	[1372, 125, 1594, 139]
article-text: ΚΑΝΑΔΑΣ, Νέα Ζηλανδία, 4. (Ρώυτερ). — Ἕνας οἰκογενειάρχης παντρεύτηκε τὴ δέκατη τέταρτη γυναῖκα του. Ἔχει ἀποκτήσει 26 παιδιά ἀπὸ τοὺς προηγούμενους γάμους του.	[1140, 1628, 1359, 1686]
excursions-text: ΤΗΣ «ΕΣΤΙΑΣ ΦΙΛΑΔΕΛΦΕΙΑΣ» εἰς Γιαννιτσά, Γουμένισσα, Ἀξιούπολη, Πολύκαστρο, Ἐξοχάνι, Κιλκίς. Ἀναχώρησις 8 π.μ. Τηλ. 239-815.	[467, 194, 676, 241]
article-text: Εἰς τὸ κτίριο τοῦ Βασιλικοῦ Θεάτρου, ἐγκαινιάσθη χθὲς ἔκθεσις ἔργων τοῦ Κωνσταντίνου Παρθένη πού ὀργανώθηκε ἀπὸ τὴν Ἐθνικὴ Πινακοθήκη. Ἡ ἔκθεσις περιλαμβάνει 60 πίνακες.	[689, 438, 899, 495]
radio-station-2: Ἐνόπλων Δυνάμεων	[240, 863, 352, 874]
article-text: Τὴν Παρασκευήν, 7ην μ.μ. θὰ συνεδριάσῃ τὸ δημοτικὸ συμβούλιο Θεσσαλονίκης μὲ θέματα τὴν ἐγκατάστασιν τῶν νέων λεωφορειακῶν γραμμῶν.	[467, 928, 676, 986]
taxi-station: Συκεαί	[6, 1558, 39, 1569]
dance-troupe-photo	[912, 23, 1359, 353]
events-text: «ΔΕΛΤΙΟΝ». Εἰς τὸ κινηματοθέατρο Ἀλκαζάρ, ἔρχονται τὰ Σάββατα καὶ τὰς Κυριακὰς διάφοροι ἐκδηλώσεις διὰ τὰ παιδιά. Ἡ Πανελλαδικὴ διοργάνωσις τοῦ Ἐθνικοῦ Θεάτρου ἀνοίγει τὴν αὐλαία της διὰ νέας παραστάσεις. Πληροφορίαι εἰς τὰ γραφεῖα τῆς ὀργανώσεως εἰς τὴν ὁδὸν Βασ. Ὄλγας.	[467, 338, 676, 429]
panama-headline: Η ΕΘΝΙΚΗ ΕΟΡΤΗ ΤΟΥ ΠΑΝΑΜΑ	[1381, 1071, 1585, 1086]
article-headline: Μετονομασία ὁδοῦ εἰς Πολυτεχνείου εἰς τὴν Τριανδρίαν	[500, 562, 643, 602]
taxi-station: Νέος Σιδηρ. Σταθμός	[6, 1525, 109, 1536]
article-text: Τὸ Ἑλληνικὸ Κέντρο Παραγωγικότητος ὀργανώνει σεμινάριο διοικήσεως ἐπιχειρήσεων εἰς Θεσσαλονίκην ἀπὸ 18 ἕως 23 Νοεμβρίου. Τὰ μαθήματα θὰ διδάξουν καθηγηταὶ τοῦ πανεπιστημίου. Δηλώσεις συμμετοχῆς εἰς τὰ γραφεῖα τοῦ κέντρου.	[689, 531, 899, 611]
excursions-text: Ἐκδρομικὰ.	[477, 50, 534, 61]
taxi-row	[6, 1415, 227, 1426]
taxi-station: Βαρδάρης	[6, 1404, 50, 1415]
tv-schedule-1: 19 Παιδικὸ βασάνι 19.45 Ἀκίνα. 20 Εἰδήσεις. 20.10 Ἑλληνικὴ λαϊκὴ παράδοση. 20.35 Οἱ ἥρωες. 21.25 Οἱ ἄσοι τῶν ἀέρων. 22 Εἰδήσεις. 22.10 Ἀνταρσία στὸ Μπάουντυ. 23.50 Εἰδήσεις.	[240, 380, 454, 437]
taxi-row	[6, 1426, 227, 1437]
taxi-number: 313-131	[189, 1580, 227, 1591]
accidents-article	[912, 735, 1359, 1455]
taxi-station: Ἑλευθερίου	[6, 1426, 61, 1437]
social-header: Κοινωνικά	[6, 6, 227, 44]
wedding-notice: Ὁ ΣΟΛΩΜΩΝ ΠΑΡΕΝΤΕ τοῦ Ἰσαὰκ καὶ τῆς Ραχὴλ τὸ γένος Ἐσθρὰ γεννηθεὶς εἰς Θεσσαλονίκην καὶ ἡ ΝΤΟΛΥ ΜΕΒΟΡΑΧ τοῦ Μωϋσῆ καὶ τῆς Ρόζας, γεννηθεῖσα εἰς Θεσσαλονίκην μέλλουν νὰ ἔλθουν εἰς γάμον.	[6, 874, 227, 943]
article-text: Ἡ ἑορτασμὸς τῆς «Παγκοσμίου ἑβδομάδος προσευχῆς» ἀπὸ τῶν χριστιανικῶν ἑνώσεων νέων καὶ νεανίδων θὰ πραγματοποιηθῇ καὶ ἐφέτος μὲ εἰδικὰς ἐκδηλώσεις. Ἡ πρώτη ἐκδήλωσις θὰ γίνῃ τὴν Κυριακὴν εἰς τὴν αἴθουσαν τῆς Χ.Α.Ν. μὲ ὁμιλίαν καὶ χορῳδίαν.	[467, 814, 676, 906]
article-headline: Νέα λεωφορεῖα διὰ τὰς ἀστικὰς συγκοινωνίας Θεσσαλονίκης	[690, 269, 898, 296]
taxi-table	[6, 1349, 227, 1591]
column-broadcast	[234, 0, 460, 2290]
taxi-number: 260-300	[189, 1415, 227, 1426]
taxi-number: 234-219	[189, 1349, 227, 1360]
article-text: Στὴ Βουλιαγμένη τὸ ὑπ᾽ ἀριθμὸν 677 ΕΗΡ Ι.Χ. αὐτοκίνητο μὲ ὁδηγὸ τὸν Δημ. Βερροῦτσα, 34 ἐτῶν, ἔπεσε σὲ μαντρότοιχο. Ὁ ὁδηγὸς τραυματίσθηκε σοβαρά.	[912, 954, 1131, 1000]
article-text: Σκοτώθηκαν 11 ἄτομα καὶ 21 τραυματίσθηκαν, σὲ ἐνδεκα τροχαῖα δυστυχήματα. Θανατηφόρα ἀτυχήματα σημειώθηκαν στὴν περιοχὴ τῆς Θεσσαλονίκης, τὸν Ἔβρο, τὰ Ἰωάννινα, τὴν Λευκάδα, τὴν Ἀττικὴ καὶ τὴν Λήμνο.	[912, 735, 1131, 804]
taxi-row	[6, 1569, 227, 1580]
article-text: Ἡ βασικότερη διαπίστωσις εἶναι ὅτι τὸ ἔμβρυο ἀπὸ τὸν ἕκτο μῆνα κυήσεως ἀκούει καὶ ἀντιδρᾷ σὲ ἤχους. Οἱ ἐρευνηταὶ χρησιμοποίησαν ὑπερήχους γιὰ νὰ παρακολουθήσουν τὶς κινήσεις του.	[912, 1729, 1131, 1787]
masthead-subtitle: ΣΤ᾽ ΔΑΗΘΕΙΑ ΑΥΤΗ ΤΗ ΦΟΡΑ	[1406, 54, 1560, 65]
thieves-headline: ΘΥΜΑΤΑ ΚΛΕΠΤΩΝ ΤΑΞΙΑΡΧΟΣ Ε.Α. ΕΝΑΣ ΚΥΝΗΓΟΣ ΚΑΙ ΓΚΑΡΑΖΙΕΡΗΣ	[1384, 737, 1582, 778]
taxi-number: 223-930	[189, 1481, 227, 1492]
taxi-station: Σταυρούπολις	[6, 1547, 72, 1558]
subheading: ΣΤΑ ΙΩΑΝΝΙΝΑ	[1204, 924, 1295, 938]
excursions-text: ΤΩΝ «ΦΙΛΩΝ ΤΟΥ ΒΟΥΝΟΥ» εἰς «Αλλιάδες Κουστηκό, Κοιλάδα, Αμφίπολι» συνάντησις, 5.00 π.μ. ἐκ τῆς πλατείας Ἀριστοτέλους.	[467, 63, 676, 109]
article-text: Γεννήθηκε τὸ 1871 καὶ ἐβίωσε ἐπὶ 103 χρόνια εἰς τὴν Θεσσαλονίκην.	[467, 1157, 676, 1180]
excursions-text: ΤΟΥ «ΦΥΣΙΟΛΑΤΡΙΚΟΥ ΟΜΙΛΟΥ ΒΟΡΕΙΟΥ ΕΛΛΑΔΟΣ» εἰς Ἅγιο Πρόδρομο Βερμίου. Τηλ. 221-711.	[467, 158, 676, 193]
article-text: ΑΛΕΞΑΝΔΡΟΥΠΟΛΙΣ, 4. — Στὸ 36ο χιλιόμετρο τῆς ὁδοῦ Ἀλεξανδρουπόλεως — Ὀρεστιάδος, ἀγροτικὸ αὐτοκίνητο ἀνετράπη. Σκοτώθηκε ὁ ὁδηγὸς καὶ τραυματίσθηκαν δύο συνεπιβάτες.	[1140, 861, 1359, 918]
taxi-number: 201-080	[189, 1448, 227, 1459]
article-headline: Πρόσκλησις ἐπιχειρήσεων	[487, 1083, 656, 1097]
congrats-text: Τὴν ἀγαπημένη μας Αἰκατερίνη Γιαννακοπούλου πού ἀρίστευσε στὶς ἐξετάσεις τῆς Σχολῆς Νοσοκόμων συγχαίρουμε καὶ εὐχόμεθα καλή σταδιοδρομία. Οἰκογένεια στρατηγοῦ ΣΑΜΙΩΤΗ.	[6, 262, 227, 331]
radio-station-1: Θεσσαλονίκης	[240, 604, 321, 616]
taxi-row	[6, 1580, 227, 1591]
thanks3-text: Πάντας τοὺς καθ᾽ οἱονδήποτε τρόπον συμμετασχόντας εἰς τὴν βαρυτάτην θλίψιν μας διὰ τὸν θάνατον τῆς προσφιλοῦς μας μητρός, εὐχαριστοῦμεν ἐγκαρδίως. Οἰκογένεια Τάκη ΜΠΟΥΡΔΑΡΗ.	[6, 409, 227, 466]
article-text: ΚΑΒΑΛΑ, 4. — Τρεῖς βαρειὰ τραυματισμένοι εἰσήχθησαν στὸ νοσοκομεῖο Καβάλας μετὰ τὴν ἀνατροπὴ ἀγροτικοῦ αὐτοκινήτου στὴν περιοχὴ τοῦ Παγγαίου.	[1140, 781, 1359, 838]
article-text: Αἱ νέαι πλημμῦραι προκάλεσαν σοβαρὰς ζημίας εἰς τὴν περιοχὴν τοῦ Πύργου.	[689, 750, 899, 773]
article-text: Ἐκ τοῦ Γ΄ Σ. Στρατοῦ ἀνακοινοῦται, ὅτι θὰ ἐκτελεσθοῦν βολαὶ ὅπλων καὶ πυροβολικοῦ εἰς τὸ πεδίον βολῆς Λαγκαδᾶ. Ἐπὶ δὲ τῶν ἡμερῶν τούτων ἀπαγορεύεται ἡ κυκλοφορία εἰς τὴν περιοχὴν.	[467, 1008, 676, 1077]
article-text: ΟΥΑΣΙΓΚΤΩΝ, 4 (Ἡνωμ. Τύπος). — Τὸ ἀεροσκάφος πού συνετρίβη πρόσφατα στὸ Ἰόνιο πέλαγος εἶχε ἐκραγεῖ ἀπὸ βόμβα πού εἶχε τοποθετηθεῖ στὸ χῶρο ἀποσκευῶν, σύμφωνα μὲ ἀμερικανοὺς εἰδικούς πού ἐξέτασαν τὰ συντρίμμια.	[1372, 330, 1594, 399]
taxi-row	[6, 1547, 227, 1558]
wedding-notice: Ὁ ΔΗΜΗΤΡΙΟΣ ΚΟΥΤΖΟΥΝΙΑΣ τοῦ Ἀλεξάνδρου καὶ τῆς Σταλιάνης τὸ γένος Πίσσα, γεννηθεὶς εἰς Λάγυνα καὶ ἡ ΧΡΥΣΑΝΘΗ ΚΑΡΑΤΖΑ τοῦ Κωνσταντίνου, γεννηθεῖσα εἰς Σουρωτήν, μέλλουν νὰ ἔλθουν εἰς γάμον.	[6, 804, 227, 873]
taxi-row	[6, 1503, 227, 1514]
taxi-row	[6, 1393, 227, 1404]
subheading: ΣΤΟΝ ΕΒΡΟ	[1214, 844, 1286, 858]
taxi-row	[6, 1470, 227, 1481]
article-text: Ἡ Ἕνωσις σκακιστῶν Θεσσαλονίκης, ἐπὶ τῇ λήξει τῶν σκακιστικῶν τῆς ἐκδηλώσεων ὀργάνωσε εἰς τὴν αἴθουσαν τοῦ «Μεγάλη Βρεταννία» τὴν ἀπονομὴν τῶν ἐπάθλων καὶ τῶν μεταλλίων. Εἰς τὴν ἐκδήλωσιν παρέστησαν ἐκπρόσωποι τῶν ἀρχῶν.	[912, 384, 1131, 453]
taxi-row	[6, 1371, 227, 1382]
article-text: Ὁ ἴδιος δηλώνει ὅτι εἶναι εὐτυχισμένος καὶ ὅτι δὲν σκοπεύει νὰ σταματήσει. Οἱ γείτονες τὸν ἀποκαλοῦν «καρπερό».	[1140, 1687, 1359, 1722]
church-photo	[240, 36, 454, 226]
subheading: ΕΝΑΣ... «ΚΑΡΠΕΡΟΣ»	[1184, 1611, 1315, 1625]
taxi-row	[6, 1558, 227, 1569]
bimbas-headline: Ὁ Μπίμπας στὴ φυλακὴ καὶ πάλι	[1397, 72, 1569, 120]
thanks-heading: Εὐχαριστία	[6, 103, 69, 115]
taxi-number: 276-000	[189, 1393, 227, 1404]
page-masthead: Σελὶς 3	[1372, 4, 1594, 47]
tv-header: Τηλεόρασις	[240, 323, 454, 361]
